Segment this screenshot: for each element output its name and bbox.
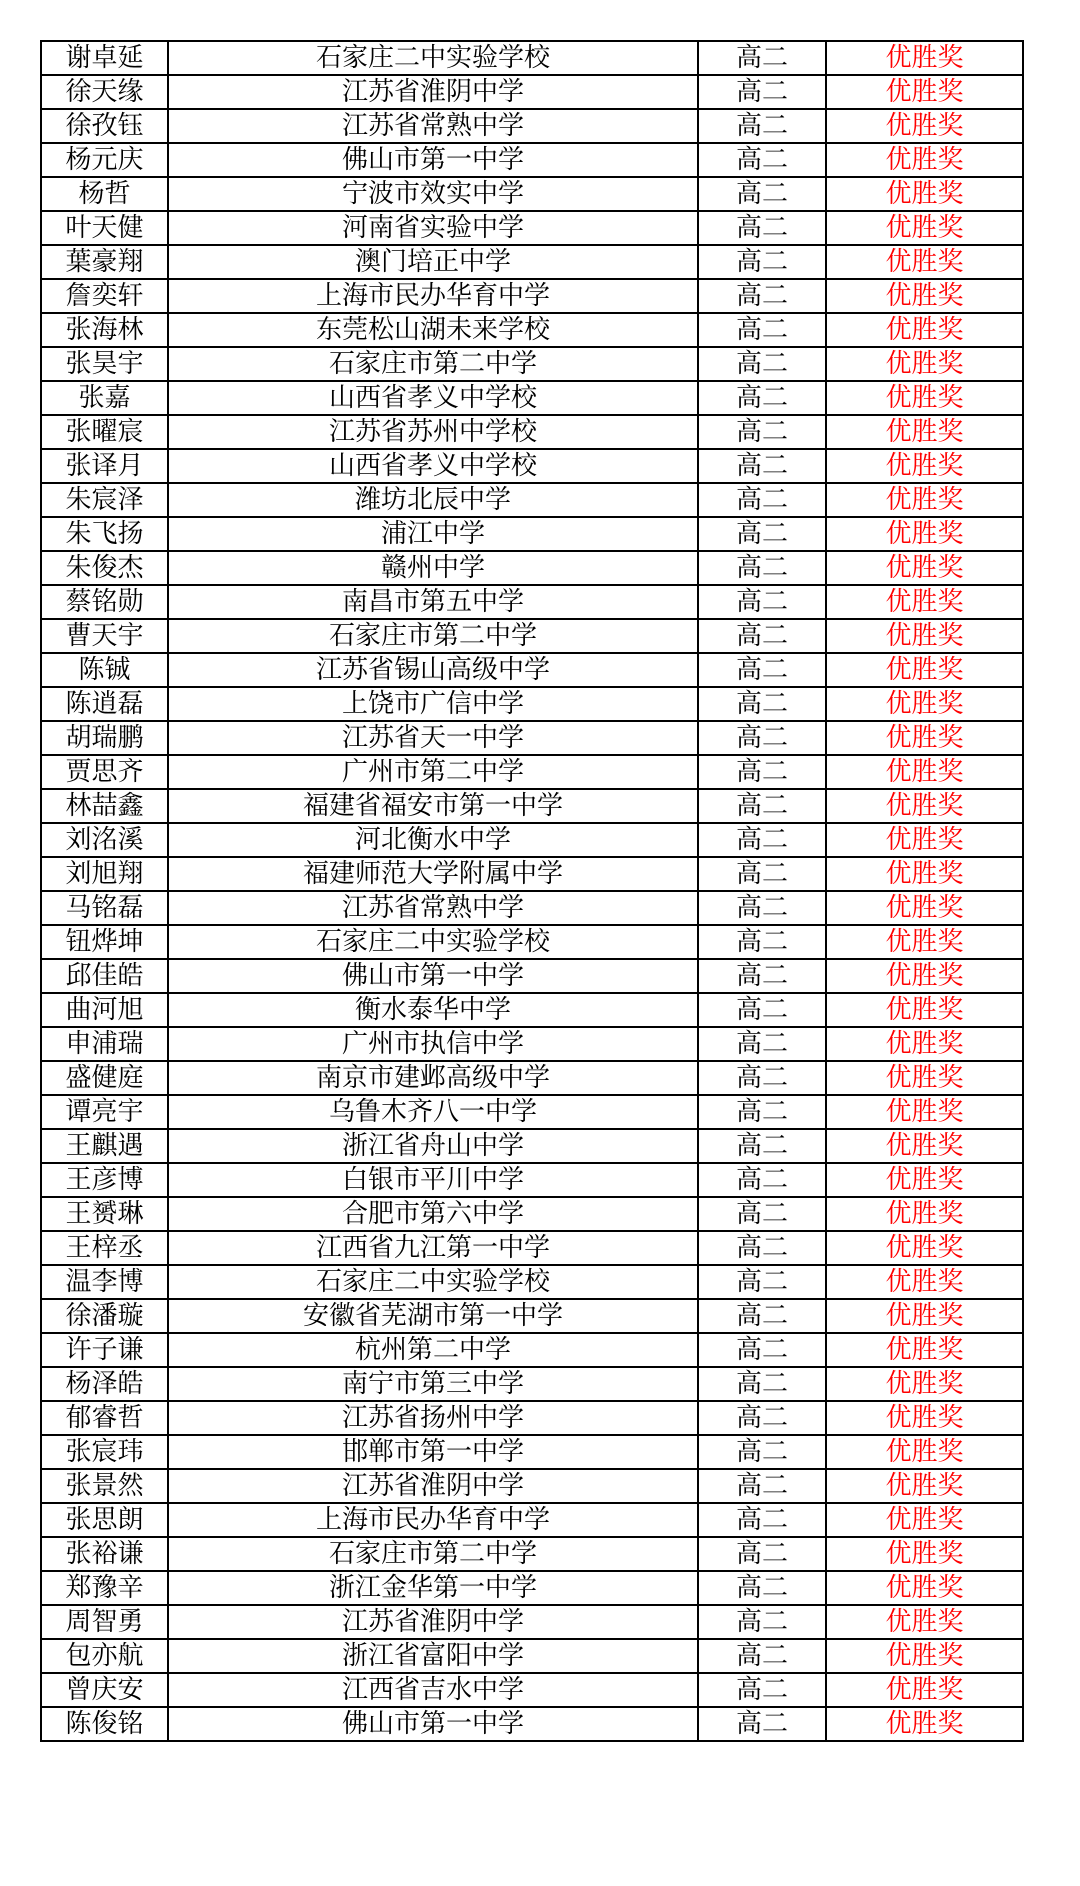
school-name-cell: 赣州中学 (168, 551, 698, 585)
award-cell: 优胜奖 (826, 1639, 1023, 1673)
school-name-cell: 邯郸市第一中学 (168, 1435, 698, 1469)
student-name-cell: 杨泽皓 (41, 1367, 168, 1401)
award-cell: 优胜奖 (826, 653, 1023, 687)
student-name-cell: 陈俊铭 (41, 1707, 168, 1741)
student-name-cell: 张昊宇 (41, 347, 168, 381)
student-name-cell: 陈逍磊 (41, 687, 168, 721)
award-cell: 优胜奖 (826, 755, 1023, 789)
school-name-cell: 山西省孝义中学校 (168, 449, 698, 483)
school-name-cell: 合肥市第六中学 (168, 1197, 698, 1231)
grade-cell: 高二 (698, 1129, 826, 1163)
grade-cell: 高二 (698, 1537, 826, 1571)
table-row (41, 109, 1023, 143)
school-name-cell: 河北衡水中学 (168, 823, 698, 857)
student-name-cell: 盛健庭 (41, 1061, 168, 1095)
award-cell: 优胜奖 (826, 381, 1023, 415)
award-cell: 优胜奖 (826, 211, 1023, 245)
school-name-cell: 浙江金华第一中学 (168, 1571, 698, 1605)
student-name-cell: 张宸玮 (41, 1435, 168, 1469)
grade-cell: 高二 (698, 1639, 826, 1673)
school-name-cell: 上海市民办华育中学 (168, 279, 698, 313)
table-row (41, 347, 1023, 381)
student-name-cell: 邱佳皓 (41, 959, 168, 993)
award-cell: 优胜奖 (826, 75, 1023, 109)
school-name-cell: 安徽省芜湖市第一中学 (168, 1299, 698, 1333)
school-name-cell: 佛山市第一中学 (168, 1707, 698, 1741)
student-name-cell: 蔡铭勋 (41, 585, 168, 619)
table-row (41, 415, 1023, 449)
award-cell: 优胜奖 (826, 1299, 1023, 1333)
award-cell: 优胜奖 (826, 1537, 1023, 1571)
school-name-cell: 佛山市第一中学 (168, 143, 698, 177)
table-row (41, 687, 1023, 721)
table-row (41, 993, 1023, 1027)
grade-cell: 高二 (698, 313, 826, 347)
award-cell: 优胜奖 (826, 1503, 1023, 1537)
award-cell: 优胜奖 (826, 1163, 1023, 1197)
award-cell: 优胜奖 (826, 347, 1023, 381)
school-name-cell: 江苏省淮阴中学 (168, 75, 698, 109)
school-name-cell: 澳门培正中学 (168, 245, 698, 279)
school-name-cell: 广州市第二中学 (168, 755, 698, 789)
student-name-cell: 张裕谦 (41, 1537, 168, 1571)
grade-cell: 高二 (698, 1027, 826, 1061)
school-name-cell: 江苏省苏州中学校 (168, 415, 698, 449)
grade-cell: 高二 (698, 687, 826, 721)
table-row (41, 449, 1023, 483)
table-row (41, 1027, 1023, 1061)
student-name-cell: 陈铖 (41, 653, 168, 687)
school-name-cell: 石家庄市第二中学 (168, 619, 698, 653)
grade-cell: 高二 (698, 721, 826, 755)
student-name-cell: 杨哲 (41, 177, 168, 211)
school-name-cell: 福建省福安市第一中学 (168, 789, 698, 823)
student-name-cell: 申浦瑞 (41, 1027, 168, 1061)
award-cell: 优胜奖 (826, 1605, 1023, 1639)
table-row (41, 1163, 1023, 1197)
award-cell: 优胜奖 (826, 1265, 1023, 1299)
student-name-cell: 王麒遇 (41, 1129, 168, 1163)
student-name-cell: 刘洺溪 (41, 823, 168, 857)
student-name-cell: 张曜宸 (41, 415, 168, 449)
school-name-cell: 石家庄二中实验学校 (168, 1265, 698, 1299)
student-name-cell: 谭亮宇 (41, 1095, 168, 1129)
award-cell: 优胜奖 (826, 1707, 1023, 1741)
school-name-cell: 江苏省淮阴中学 (168, 1469, 698, 1503)
table-row (41, 891, 1023, 925)
table-row (41, 143, 1023, 177)
student-name-cell: 徐孜钰 (41, 109, 168, 143)
table-row (41, 211, 1023, 245)
student-name-cell: 朱飞扬 (41, 517, 168, 551)
table-row (41, 1605, 1023, 1639)
award-winners-table (40, 40, 1024, 1742)
award-cell: 优胜奖 (826, 143, 1023, 177)
student-name-cell: 许子谦 (41, 1333, 168, 1367)
award-cell: 优胜奖 (826, 449, 1023, 483)
school-name-cell: 石家庄市第二中学 (168, 347, 698, 381)
table-row (41, 959, 1023, 993)
grade-cell: 高二 (698, 1061, 826, 1095)
student-name-cell: 张景然 (41, 1469, 168, 1503)
student-name-cell: 张嘉 (41, 381, 168, 415)
student-name-cell: 曾庆安 (41, 1673, 168, 1707)
table-row (41, 619, 1023, 653)
school-name-cell: 浙江省舟山中学 (168, 1129, 698, 1163)
table-row (41, 1707, 1023, 1741)
grade-cell: 高二 (698, 1095, 826, 1129)
table-body (41, 41, 1023, 1741)
award-cell: 优胜奖 (826, 687, 1023, 721)
grade-cell: 高二 (698, 1163, 826, 1197)
school-name-cell: 江苏省天一中学 (168, 721, 698, 755)
award-cell: 优胜奖 (826, 959, 1023, 993)
grade-cell: 高二 (698, 755, 826, 789)
student-name-cell: 叶天健 (41, 211, 168, 245)
award-cell: 优胜奖 (826, 857, 1023, 891)
school-name-cell: 江苏省常熟中学 (168, 891, 698, 925)
grade-cell: 高二 (698, 143, 826, 177)
award-cell: 优胜奖 (826, 1095, 1023, 1129)
table-row (41, 823, 1023, 857)
student-name-cell: 杨元庆 (41, 143, 168, 177)
student-name-cell: 王彦博 (41, 1163, 168, 1197)
table-row (41, 585, 1023, 619)
grade-cell: 高二 (698, 585, 826, 619)
student-name-cell: 葉豪翔 (41, 245, 168, 279)
school-name-cell: 南宁市第三中学 (168, 1367, 698, 1401)
table-row (41, 1265, 1023, 1299)
table-row (41, 1537, 1023, 1571)
student-name-cell: 马铭磊 (41, 891, 168, 925)
school-name-cell: 福建师范大学附属中学 (168, 857, 698, 891)
table-row (41, 755, 1023, 789)
school-name-cell: 石家庄市第二中学 (168, 1537, 698, 1571)
school-name-cell: 江苏省锡山高级中学 (168, 653, 698, 687)
grade-cell: 高二 (698, 1333, 826, 1367)
grade-cell: 高二 (698, 823, 826, 857)
student-name-cell: 胡瑞鹏 (41, 721, 168, 755)
award-cell: 优胜奖 (826, 789, 1023, 823)
grade-cell: 高二 (698, 1367, 826, 1401)
table-row (41, 1231, 1023, 1265)
student-name-cell: 钮烨坤 (41, 925, 168, 959)
grade-cell: 高二 (698, 993, 826, 1027)
school-name-cell: 宁波市效实中学 (168, 177, 698, 211)
grade-cell: 高二 (698, 891, 826, 925)
grade-cell: 高二 (698, 279, 826, 313)
grade-cell: 高二 (698, 347, 826, 381)
table-row (41, 925, 1023, 959)
award-cell: 优胜奖 (826, 891, 1023, 925)
grade-cell: 高二 (698, 211, 826, 245)
student-name-cell: 张思朗 (41, 1503, 168, 1537)
award-cell: 优胜奖 (826, 619, 1023, 653)
table-row (41, 517, 1023, 551)
student-name-cell: 林喆鑫 (41, 789, 168, 823)
school-name-cell: 上饶市广信中学 (168, 687, 698, 721)
school-name-cell: 山西省孝义中学校 (168, 381, 698, 415)
student-name-cell: 王梓丞 (41, 1231, 168, 1265)
table-row (41, 721, 1023, 755)
grade-cell: 高二 (698, 415, 826, 449)
award-cell: 优胜奖 (826, 721, 1023, 755)
grade-cell: 高二 (698, 1265, 826, 1299)
school-name-cell: 白银市平川中学 (168, 1163, 698, 1197)
grade-cell: 高二 (698, 483, 826, 517)
grade-cell: 高二 (698, 1469, 826, 1503)
student-name-cell: 张海林 (41, 313, 168, 347)
student-name-cell: 朱俊杰 (41, 551, 168, 585)
grade-cell: 高二 (698, 381, 826, 415)
award-cell: 优胜奖 (826, 1367, 1023, 1401)
grade-cell: 高二 (698, 959, 826, 993)
table-row (41, 1129, 1023, 1163)
award-cell: 优胜奖 (826, 177, 1023, 211)
award-cell: 优胜奖 (826, 483, 1023, 517)
school-name-cell: 江苏省淮阴中学 (168, 1605, 698, 1639)
award-cell: 优胜奖 (826, 823, 1023, 857)
table-row (41, 857, 1023, 891)
award-cell: 优胜奖 (826, 585, 1023, 619)
award-cell: 优胜奖 (826, 1027, 1023, 1061)
student-name-cell: 郑豫辛 (41, 1571, 168, 1605)
award-cell: 优胜奖 (826, 279, 1023, 313)
school-name-cell: 杭州第二中学 (168, 1333, 698, 1367)
award-cell: 优胜奖 (826, 1435, 1023, 1469)
grade-cell: 高二 (698, 1401, 826, 1435)
grade-cell: 高二 (698, 449, 826, 483)
school-name-cell: 南昌市第五中学 (168, 585, 698, 619)
table-row (41, 551, 1023, 585)
table-row (41, 1469, 1023, 1503)
student-name-cell: 郁睿哲 (41, 1401, 168, 1435)
grade-cell: 高二 (698, 177, 826, 211)
school-name-cell: 上海市民办华育中学 (168, 1503, 698, 1537)
grade-cell: 高二 (698, 1435, 826, 1469)
school-name-cell: 乌鲁木齐八一中学 (168, 1095, 698, 1129)
school-name-cell: 石家庄二中实验学校 (168, 925, 698, 959)
award-cell: 优胜奖 (826, 41, 1023, 75)
student-name-cell: 王赟琳 (41, 1197, 168, 1231)
table-row (41, 1333, 1023, 1367)
table-row (41, 1095, 1023, 1129)
table-row (41, 1673, 1023, 1707)
award-cell: 优胜奖 (826, 1571, 1023, 1605)
award-cell: 优胜奖 (826, 1333, 1023, 1367)
grade-cell: 高二 (698, 1707, 826, 1741)
table-row (41, 279, 1023, 313)
student-name-cell: 张译月 (41, 449, 168, 483)
award-cell: 优胜奖 (826, 1401, 1023, 1435)
grade-cell: 高二 (698, 925, 826, 959)
table-row (41, 1197, 1023, 1231)
table-row (41, 653, 1023, 687)
award-cell: 优胜奖 (826, 993, 1023, 1027)
grade-cell: 高二 (698, 41, 826, 75)
award-cell: 优胜奖 (826, 245, 1023, 279)
school-name-cell: 江苏省常熟中学 (168, 109, 698, 143)
student-name-cell: 贾思齐 (41, 755, 168, 789)
award-cell: 优胜奖 (826, 415, 1023, 449)
grade-cell: 高二 (698, 551, 826, 585)
school-name-cell: 河南省实验中学 (168, 211, 698, 245)
table-row (41, 789, 1023, 823)
grade-cell: 高二 (698, 1299, 826, 1333)
table-row (41, 483, 1023, 517)
award-cell: 优胜奖 (826, 1061, 1023, 1095)
table-row (41, 1435, 1023, 1469)
grade-cell: 高二 (698, 1571, 826, 1605)
student-name-cell: 曲河旭 (41, 993, 168, 1027)
school-name-cell: 江西省吉水中学 (168, 1673, 698, 1707)
student-name-cell: 曹天宇 (41, 619, 168, 653)
school-name-cell: 广州市执信中学 (168, 1027, 698, 1061)
award-cell: 优胜奖 (826, 1197, 1023, 1231)
school-name-cell: 东莞松山湖未来学校 (168, 313, 698, 347)
grade-cell: 高二 (698, 789, 826, 823)
table-row (41, 245, 1023, 279)
award-cell: 优胜奖 (826, 1673, 1023, 1707)
award-cell: 优胜奖 (826, 1129, 1023, 1163)
school-name-cell: 江苏省扬州中学 (168, 1401, 698, 1435)
award-cell: 优胜奖 (826, 313, 1023, 347)
table-row (41, 1367, 1023, 1401)
award-cell: 优胜奖 (826, 1231, 1023, 1265)
student-name-cell: 温李博 (41, 1265, 168, 1299)
grade-cell: 高二 (698, 653, 826, 687)
table-row (41, 1503, 1023, 1537)
student-name-cell: 包亦航 (41, 1639, 168, 1673)
grade-cell: 高二 (698, 619, 826, 653)
student-name-cell: 谢卓延 (41, 41, 168, 75)
award-cell: 优胜奖 (826, 517, 1023, 551)
grade-cell: 高二 (698, 517, 826, 551)
grade-cell: 高二 (698, 75, 826, 109)
award-cell: 优胜奖 (826, 551, 1023, 585)
table-row (41, 381, 1023, 415)
table-row (41, 1299, 1023, 1333)
school-name-cell: 江西省九江第一中学 (168, 1231, 698, 1265)
grade-cell: 高二 (698, 109, 826, 143)
award-cell: 优胜奖 (826, 1469, 1023, 1503)
school-name-cell: 石家庄二中实验学校 (168, 41, 698, 75)
grade-cell: 高二 (698, 1673, 826, 1707)
school-name-cell: 浙江省富阳中学 (168, 1639, 698, 1673)
table-row (41, 1061, 1023, 1095)
table-row (41, 313, 1023, 347)
grade-cell: 高二 (698, 857, 826, 891)
award-cell: 优胜奖 (826, 925, 1023, 959)
table-row (41, 1571, 1023, 1605)
grade-cell: 高二 (698, 245, 826, 279)
student-name-cell: 朱宸泽 (41, 483, 168, 517)
grade-cell: 高二 (698, 1503, 826, 1537)
table-row (41, 75, 1023, 109)
grade-cell: 高二 (698, 1605, 826, 1639)
school-name-cell: 衡水泰华中学 (168, 993, 698, 1027)
student-name-cell: 刘旭翔 (41, 857, 168, 891)
grade-cell: 高二 (698, 1197, 826, 1231)
table-row (41, 1401, 1023, 1435)
school-name-cell: 浦江中学 (168, 517, 698, 551)
student-name-cell: 徐天缘 (41, 75, 168, 109)
student-name-cell: 徐潘璇 (41, 1299, 168, 1333)
table-row (41, 177, 1023, 211)
student-name-cell: 周智勇 (41, 1605, 168, 1639)
grade-cell: 高二 (698, 1231, 826, 1265)
school-name-cell: 南京市建邺高级中学 (168, 1061, 698, 1095)
table-row (41, 1639, 1023, 1673)
school-name-cell: 潍坊北辰中学 (168, 483, 698, 517)
school-name-cell: 佛山市第一中学 (168, 959, 698, 993)
award-cell: 优胜奖 (826, 109, 1023, 143)
table-row (41, 41, 1023, 75)
student-name-cell: 詹奕轩 (41, 279, 168, 313)
